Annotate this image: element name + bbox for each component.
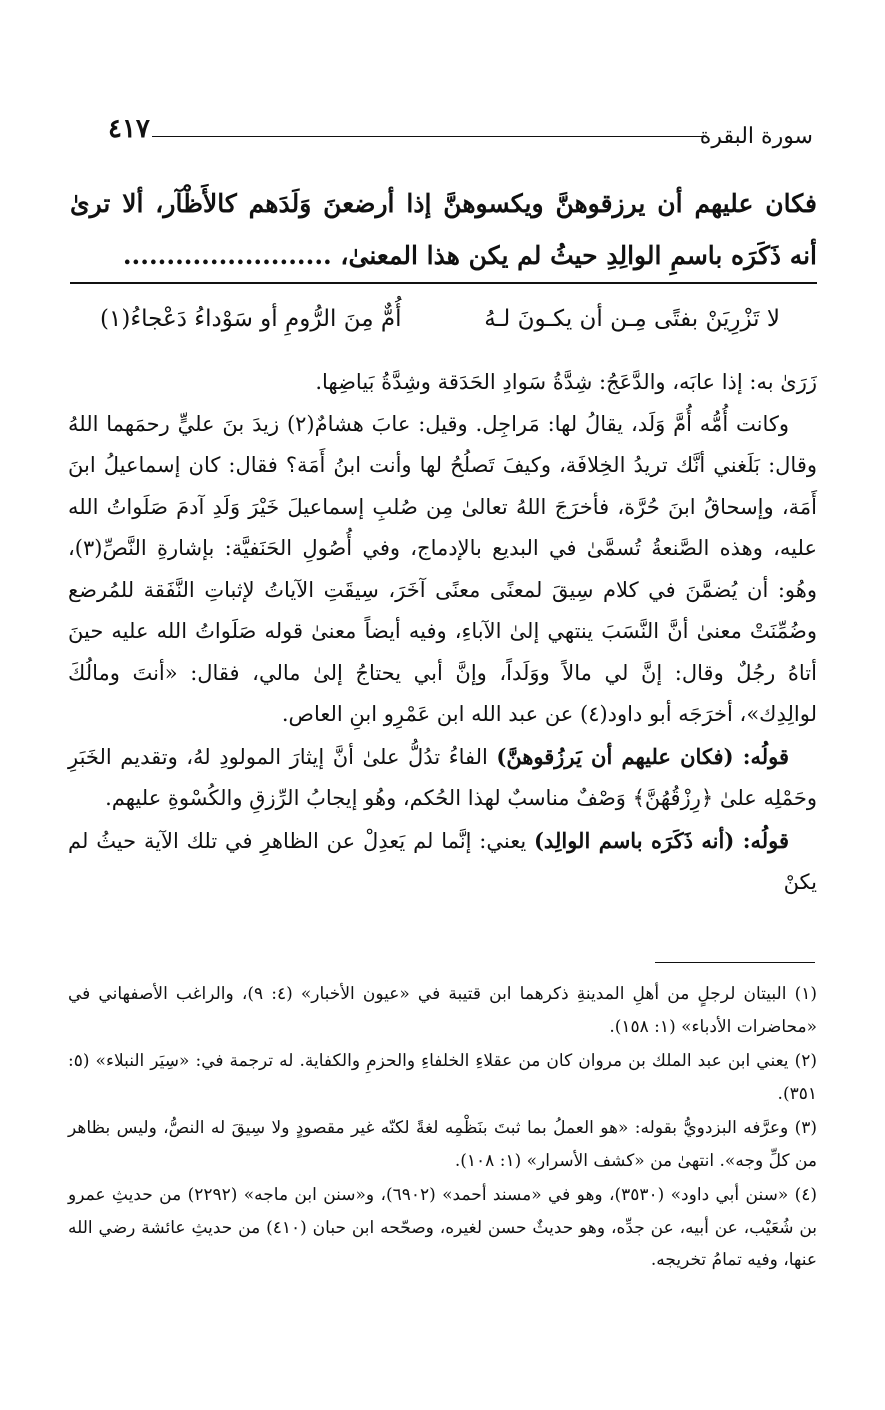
commentary-paragraph xyxy=(68,820,817,904)
commentary-paragraph xyxy=(68,736,817,820)
footnotes xyxy=(68,978,817,1279)
commentary-paragraph: وكانت أُمُّه أُمَّ وَلَد، يقالُ لها: مَراجِل. وقيل: عابَ هشامٌ(٢) زيدَ بنَ عليٍّ رحمَهما اللهُ وقال: بَلَغني أنَّك تريدُ الخِلافَة، وكيفَ تَصلُحُ لها وأنت ابنُ أَمَة؟ فقال: كان إسماعيلُ ابنَ أَمَة، وإسحاقُ ابنَ حُرَّة، فأخرَجَ اللهُ تعالىٰ مِن صُلبِ إسماعيلَ خَيْرَ وَلَدِ آدمَ صَلَواتُ الله عليه، وهذه الصَّنعةُ تُسمَّىٰ في البديع بالإدماج، وفي أُصُولِ الحَنَفيَّة: بإشارةِ النَّصِّ(٣)، وهُو: أن يُضمَّنَ في كلام سِيقَ لمعنًى معنًى آخَرَ، سِيقَتِ الآياتُ لإثباتِ النَّفَقة للمُرضع وضُمِّنَتْ معنىٰ أنَّ النَّسَبَ ينتهي إلىٰ الآباءِ، وفيه أيضاً معنىٰ قوله صَلَواتُ الله عليه حينَ أتاهُ رجُلٌ وقال: إنَّ لي مالاً ووَلَداً، وإنَّ أبي يحتاجُ إلىٰ مالي، فقال: «أنتَ ومالُكَ لوالِدِك»، أخرَجَه أبو داود(٤) عن عبد الله ابن عَمْرِو ابنِ العاص. xyxy=(68,411,817,726)
footnote: (٣) وعرَّفه البزدويُّ بقوله: «هو العملُ بما ثبتَ بنَظْمِه لغةً لكنّه غير مقصودٍ ولا سِيقَ له النصُّ، وليس بظاهر من كلِّ وجه». انتهىٰ من «كشف الأسرار» (١: ١٠٨). xyxy=(68,1118,817,1171)
page-header xyxy=(108,114,813,158)
footnote-divider xyxy=(655,962,815,963)
paragraph-text: يعني: إنَّما لم يَعدِلْ عن الظاهرِ في تلك الآية حيثُ لم يكنْ xyxy=(68,828,817,894)
verse-first-hemistich: لا تَزْرِيَنْ بفتًى مِـن أن يكـونَ لـهُ xyxy=(484,306,780,332)
quoted-phrase: قولُه: (فكان عليهم أن يَرزُقوهنَّ) xyxy=(496,743,789,769)
page-number: ٤١٧ xyxy=(108,114,150,144)
commentary-paragraph: زَرَىٰ به: إذا عابَه، والدَّعَجُ: شِدَّةُ سَوادِ الحَدَقة وشِدَّةُ بَياضِها. xyxy=(315,370,817,394)
surah-title: سورة البقرة xyxy=(699,124,813,149)
main-text-divider xyxy=(70,282,817,284)
verse-second-hemistich: أُمٌّ مِنَ الرُّومِ أو سَوْداءُ دَعْجاءُ(١) xyxy=(100,306,402,332)
footnote: (١) البيتان لرجلٍ من أهلِ المدينةِ ذكرهما ابن قتيبة في «عيون الأخبار» (٤: ٩)، والراغب الأصفهاني في «محاضرات الأدباء» (١: ١٥٨). xyxy=(68,984,817,1037)
commentary xyxy=(68,362,817,904)
paragraph-text: الفاءُ تدُلُّ علىٰ أنَّ إيثارَ المولودِ لهُ، وتقديم الخَبَرِ وحَمْلِه علىٰ ﴿رِزْقُهُنَّ﴾ وَصْفٌ مناسبٌ لهذا الحُكم، وهُو إيجابُ الرِّزقِ والكُسْوةِ عليهم. xyxy=(68,744,817,810)
quoted-phrase: قولُه: (أنه ذَكَرَه باسم الوالِد) xyxy=(534,827,789,853)
header-rule xyxy=(152,136,705,137)
poetry-verse xyxy=(100,302,780,346)
footnote: (٢) يعني ابن عبد الملك بن مروان كان من عقلاءِ الخلفاءِ والحزمِ والكفاية. له ترجمة في: «سِيَر النبلاء» (٥: ٣٥١). xyxy=(68,1051,817,1104)
footnote: (٤) «سنن أبي داود» (٣٥٣٠)، وهو في «مسند أحمد» (٦٩٠٢)، و«سنن ابن ماجه» (٢٢٩٢) من حديثِ عمرو بن شُعَيْب، عن أبيه، عن جدِّه، وهو حديثٌ حسن لغيره، وصحّحه ابن حبان (٤١٠) من حديثِ عائشة رضي الله عنها، وفيه تمامُ تخريجه. xyxy=(68,1185,817,1270)
main-text: فكان عليهم أن يرزقوهنَّ ويكسوهنَّ إذا أرضعنَ وَلَدَهم كالأَظْآر، ألا ترىٰ أنه ذَكَرَه باسمِ الوالِدِ حيثُ لم يكن هذا المعنىٰ، ........................ xyxy=(70,189,817,270)
